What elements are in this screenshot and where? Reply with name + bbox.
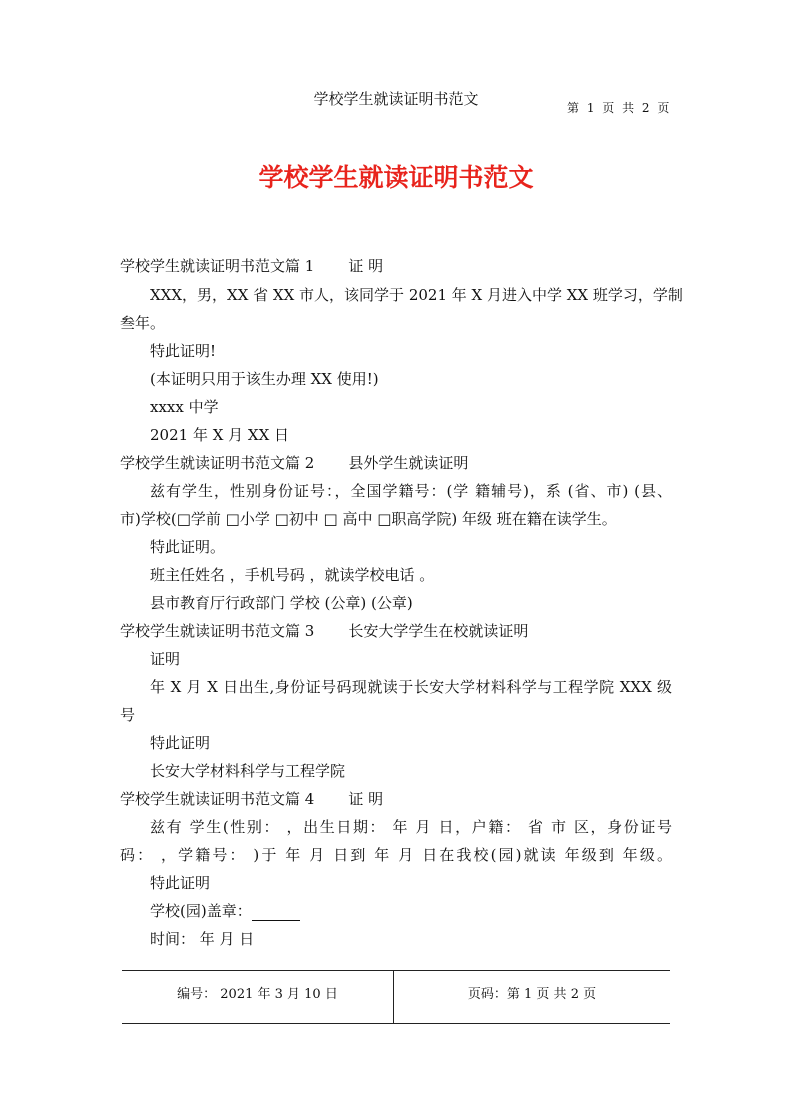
body-line: 特此证明 (150, 734, 211, 752)
footer-top-rule (122, 970, 670, 971)
body-line: 码： ，学籍号： )于 年 月 日到 年 月 日在我校(园)就读 年级到 年级。 (120, 846, 672, 864)
body-line: 兹有学生，性别身份证号：，全国学籍号：(学 籍辅号)，系 (省、市) (县、 (150, 482, 672, 500)
body-line: (本证明只用于该生办理 XX 使用!) (150, 370, 379, 388)
section-1-body (120, 285, 683, 305)
section-4-heading (120, 789, 383, 809)
section-heading-label: 学校学生就读证明书范文篇 2 (120, 454, 315, 472)
section-3-body (120, 677, 672, 697)
stamp-label: 学校(园)盖章： (150, 902, 252, 920)
section-2-heading (120, 453, 468, 473)
body-line: 年 X 月 X 日出生,身份证号码现就读于长安大学材料科学与工程学院 XXX 级 (150, 678, 672, 696)
section-4-body (120, 817, 672, 837)
body-line: 叁年。 (120, 314, 166, 332)
section-heading-label: 学校学生就读证明书范文篇 1 (120, 257, 315, 275)
body-line: 班主任姓名 ，手机号码 ，就读学校电话 。 (150, 566, 435, 584)
section-1-heading (120, 256, 383, 276)
body-line: 特此证明 (150, 874, 211, 892)
section-4-body-2 (120, 845, 672, 865)
stamp-blank (252, 904, 300, 921)
body-line: XXX，男，XX 省 XX 市人，该同学于 2021 年 X 月进入中学 XX 班学习，学制 (150, 286, 683, 304)
running-header-page-info: 第 1 页 共 2 页 (567, 101, 672, 115)
body-line: 县市教育厅行政部门 学校 (公章) (公章) (150, 594, 413, 612)
section-heading-tail: 证 明 (348, 790, 384, 808)
section-2-body (120, 481, 672, 501)
section-heading-label: 学校学生就读证明书范文篇 4 (120, 790, 315, 808)
signature-school: xxxx 中学 (150, 398, 219, 416)
section-3-heading (120, 621, 528, 641)
section-heading-tail: 长安大学学生在校就读证明 (348, 622, 529, 640)
body-line: 特此证明。 (150, 538, 226, 556)
section-heading-tail: 县外学生就读证明 (348, 454, 469, 472)
document-title: 学校学生就读证明书范文 (258, 163, 534, 192)
body-line: 号 (120, 706, 136, 724)
date-line: 时间： 年 月 日 (150, 930, 255, 948)
body-line: 特此证明! (150, 342, 217, 360)
body-line: 长安大学材料科学与工程学院 (150, 762, 346, 780)
body-line: 兹有 学生(性别： ，出生日期： 年 月 日，户籍： 省 市 区，身份证号 (150, 818, 672, 836)
footer-page: 页码：第 1 页 共 2 页 (467, 987, 597, 1002)
footer-bottom-rule (122, 1023, 670, 1024)
footer-number: 编号： 2021 年 3 月 10 日 (177, 987, 338, 1002)
signature-date: 2021 年 X 月 XX 日 (150, 426, 290, 444)
running-header-title: 学校学生就读证明书范文 (313, 90, 479, 108)
section-heading-label: 学校学生就读证明书范文篇 3 (120, 622, 315, 640)
body-line: 市)学校(□学前 □小学 □初中 □ 高中 □职高学院) 年级 班在籍在读学生。 (120, 510, 617, 528)
body-line: 证明 (150, 650, 181, 668)
section-heading-tail: 证 明 (348, 257, 384, 275)
stamp-line (150, 901, 300, 921)
